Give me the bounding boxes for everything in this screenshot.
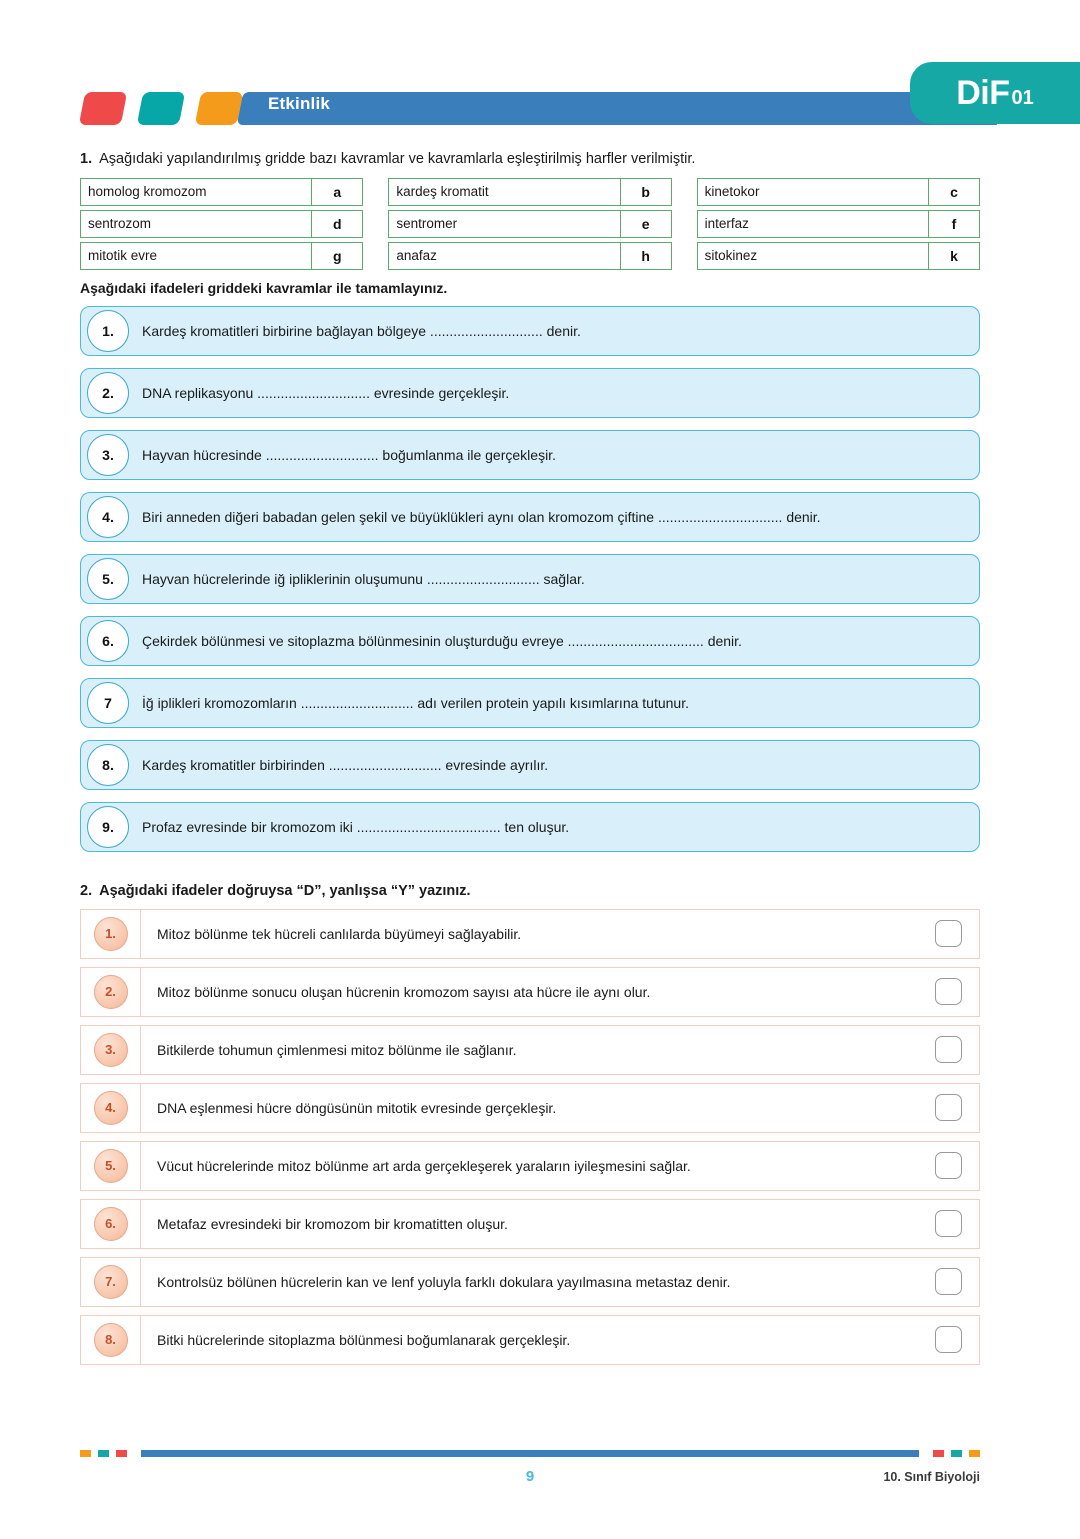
concept-letter: a	[333, 183, 342, 200]
answer-cell	[917, 1210, 979, 1237]
dif-badge-number: 01	[1011, 86, 1034, 109]
answer-cell	[917, 1152, 979, 1179]
item-number-badge: 4.	[94, 1091, 128, 1125]
footer-dash-teal-right	[951, 1450, 962, 1457]
true-false-list	[80, 909, 980, 1365]
footer-dash-orange-right	[969, 1450, 980, 1457]
question-2-prompt: Aşağıdaki ifadeler doğruysa “D”, yanlışsa “Y” yazınız.	[99, 882, 471, 899]
dif-badge-main: DiF	[956, 74, 1010, 112]
item-number-badge: 2.	[87, 372, 129, 414]
footer-dash-orange-left	[80, 1450, 91, 1457]
concept-grid-row	[388, 242, 671, 270]
row-number-cell	[81, 1026, 141, 1074]
list-item[interactable]	[80, 616, 980, 666]
concept-term: homolog kromozom	[81, 179, 312, 205]
table-row[interactable]	[80, 909, 980, 959]
concept-term: kinetokor	[698, 179, 929, 205]
row-number-cell	[81, 968, 141, 1016]
concept-letter: d	[333, 215, 342, 232]
item-text: Biri anneden diğeri babadan gelen şekil ve büyüklükleri aynı olan kromozom çiftine ................................ denir.	[142, 508, 821, 525]
list-item[interactable]	[80, 430, 980, 480]
item-text: Kardeş kromatitler birbirinden ............................. evresinde ayrılır.	[142, 756, 549, 773]
list-item[interactable]	[80, 678, 980, 728]
answer-checkbox[interactable]	[935, 1326, 962, 1353]
concept-grid-column-2	[388, 178, 671, 270]
item-number-badge: 9.	[87, 806, 129, 848]
item-text: Kontrolsüz bölünen hücrelerin kan ve lenf yoluyla farklı dokulara yayılmasına metastaz denir.	[157, 1273, 731, 1290]
item-number-badge: 3.	[94, 1033, 128, 1067]
concept-letter: g	[333, 247, 342, 264]
footer-dash-teal-left	[98, 1450, 109, 1457]
decorative-chip-teal	[137, 92, 185, 125]
row-number-cell	[81, 1316, 141, 1364]
list-item[interactable]	[80, 802, 980, 852]
item-text: DNA replikasyonu ............................. evresinde gerçekleşir.	[142, 384, 510, 401]
decorative-chip-orange	[195, 92, 243, 125]
item-number-badge: 5.	[87, 558, 129, 600]
concept-grid-row	[697, 178, 980, 206]
item-number-badge: 4.	[87, 496, 129, 538]
question-1-heading	[80, 150, 980, 169]
item-number-badge: 7.	[94, 1265, 128, 1299]
page-footer	[80, 1448, 980, 1518]
concept-letter: h	[641, 247, 650, 264]
item-number-badge: 8.	[94, 1323, 128, 1357]
question-2-number: 2.	[80, 882, 93, 899]
item-number-badge: 6.	[87, 620, 129, 662]
answer-checkbox[interactable]	[935, 1152, 962, 1179]
concept-grid-row	[697, 242, 980, 270]
list-item[interactable]	[80, 740, 980, 790]
concept-term: kardeş kromatit	[389, 179, 620, 205]
item-text: Kardeş kromatitleri birbirine bağlayan bölgeye ............................. denir.	[142, 322, 581, 339]
answer-cell	[917, 920, 979, 947]
answer-checkbox[interactable]	[935, 978, 962, 1005]
concept-letter: k	[950, 247, 958, 264]
question-1-prompt: Aşağıdaki yapılandırılmış gridde bazı kavramlar ve kavramlarla eşleştirilmiş harfler verilmiştir.	[99, 151, 696, 167]
item-number-badge: 2.	[94, 975, 128, 1009]
item-text: Profaz evresinde bir kromozom iki ..................................... ten oluşur.	[142, 818, 570, 835]
concept-letter: f	[951, 215, 957, 232]
list-item[interactable]	[80, 492, 980, 542]
question-1-number: 1.	[80, 151, 93, 167]
row-number-cell	[81, 910, 141, 958]
row-number-cell	[81, 1084, 141, 1132]
table-row[interactable]	[80, 1315, 980, 1365]
item-number-badge: 6.	[94, 1207, 128, 1241]
list-item[interactable]	[80, 368, 980, 418]
concept-grid-row	[388, 178, 671, 206]
item-number-badge: 8.	[87, 744, 129, 786]
list-item[interactable]	[80, 554, 980, 604]
item-text: Metafaz evresindeki bir kromozom bir kromatitten oluşur.	[157, 1215, 508, 1232]
decorative-chip-red	[79, 92, 127, 125]
footer-rule-bar	[141, 1450, 919, 1457]
book-label: 10. Sınıf Biyoloji	[883, 1470, 980, 1484]
answer-checkbox[interactable]	[935, 1094, 962, 1121]
table-row[interactable]	[80, 1141, 980, 1191]
concept-term: sentromer	[389, 211, 620, 237]
item-number-badge: 5.	[94, 1149, 128, 1183]
item-text: Mitoz bölünme tek hücreli canlılarda büyümeyi sağlayabilir.	[157, 925, 522, 942]
concept-grid-column-1	[80, 178, 363, 270]
concept-grid-row	[80, 210, 363, 238]
section-banner-label: Etkinlik	[268, 94, 331, 113]
answer-checkbox[interactable]	[935, 920, 962, 947]
concept-grid-row	[388, 210, 671, 238]
answer-cell	[917, 1326, 979, 1353]
footer-rule	[80, 1448, 980, 1459]
answer-checkbox[interactable]	[935, 1268, 962, 1295]
concept-grid-row	[80, 242, 363, 270]
answer-checkbox[interactable]	[935, 1036, 962, 1063]
item-text: Hayvan hücrelerinde iğ ipliklerinin oluşumunu ............................. sağlar.	[142, 570, 585, 587]
table-row[interactable]	[80, 1083, 980, 1133]
concept-term: anafaz	[389, 243, 620, 269]
item-text: Bitkilerde tohumun çimlenmesi mitoz bölünme ile sağlanır.	[157, 1041, 517, 1058]
item-text: Çekirdek bölünmesi ve sitoplazma bölünmesinin oluşturduğu evreye ................................... denir.	[142, 632, 742, 649]
row-number-cell	[81, 1258, 141, 1306]
item-text: İğ iplikleri kromozomların ............................. adı verilen protein yapılı kısımlarına tutunur.	[142, 694, 689, 711]
row-number-cell	[81, 1142, 141, 1190]
dif-badge	[910, 62, 1080, 124]
concept-grid-column-3	[697, 178, 980, 270]
page-header	[0, 62, 1080, 134]
answer-cell	[917, 1268, 979, 1295]
answer-cell	[917, 978, 979, 1005]
list-item[interactable]	[80, 306, 980, 356]
item-text: Hayvan hücresinde ............................. boğumlanma ile gerçekleşir.	[142, 446, 556, 463]
answer-cell	[917, 1036, 979, 1063]
item-text: Bitki hücrelerinde sitoplazma bölünmesi boğumlanarak gerçekleşir.	[157, 1331, 571, 1348]
footer-dash-red-left	[116, 1450, 127, 1457]
concept-grid-row	[697, 210, 980, 238]
concept-grid-row	[80, 178, 363, 206]
answer-cell	[917, 1094, 979, 1121]
footer-dash-red-right	[933, 1450, 944, 1457]
worksheet-content	[80, 150, 980, 1365]
table-row[interactable]	[80, 1199, 980, 1249]
item-text: DNA eşlenmesi hücre döngüsünün mitotik evresinde gerçekleşir.	[157, 1099, 557, 1116]
concept-letter: b	[641, 183, 650, 200]
concept-term: interfaz	[698, 211, 929, 237]
concept-letter: e	[641, 215, 650, 232]
item-number-badge: 1.	[87, 310, 129, 352]
concept-letter: c	[950, 183, 958, 200]
row-number-cell	[81, 1200, 141, 1248]
item-number-badge: 7	[87, 682, 129, 724]
item-text: Vücut hücrelerinde mitoz bölünme art arda gerçekleşerek yaraların iyileşmesini sağlar.	[157, 1157, 691, 1174]
concept-grid	[80, 178, 980, 270]
table-row[interactable]	[80, 1025, 980, 1075]
concept-term: mitotik evre	[81, 243, 312, 269]
concept-term: sentrozom	[81, 211, 312, 237]
page-number: 9	[525, 1468, 535, 1485]
fill-in-list	[80, 306, 980, 852]
concept-term: sitokinez	[698, 243, 929, 269]
answer-checkbox[interactable]	[935, 1210, 962, 1237]
fill-in-instruction: Aşağıdaki ifadeleri griddeki kavramlar ile tamamlayınız.	[80, 279, 448, 296]
item-number-badge: 3.	[87, 434, 129, 476]
item-number-badge: 1.	[94, 917, 128, 951]
question-2-heading	[80, 883, 980, 899]
item-text: Mitoz bölünme sonucu oluşan hücrenin kromozom sayısı ata hücre ile aynı olur.	[157, 983, 651, 1000]
table-row[interactable]	[80, 1257, 980, 1307]
table-row[interactable]	[80, 967, 980, 1017]
